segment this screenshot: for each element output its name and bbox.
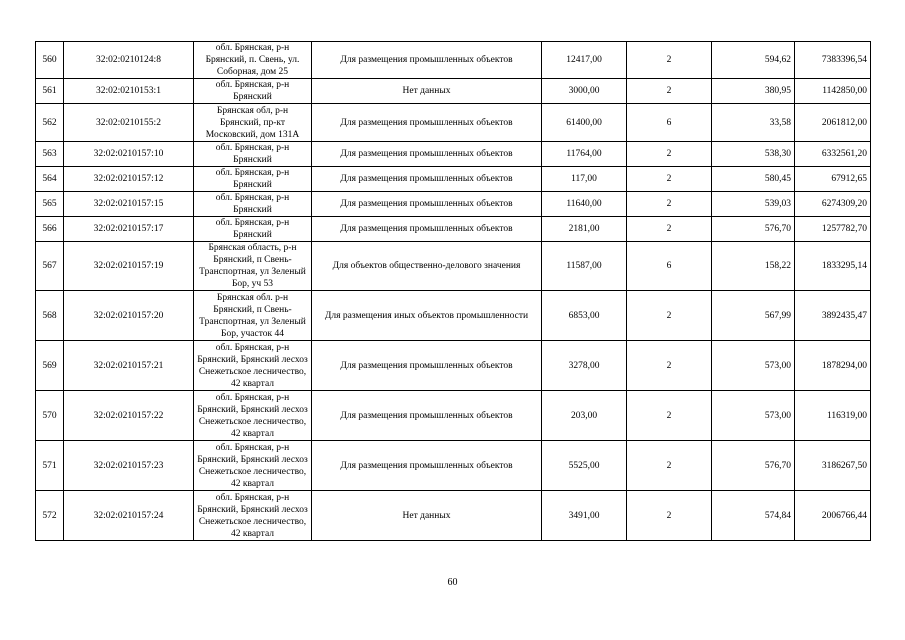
permitted-use: Нет данных [312, 79, 542, 104]
row-number: 572 [36, 491, 64, 541]
area: 2181,00 [542, 217, 627, 242]
table-row [36, 391, 871, 441]
table-row [36, 167, 871, 192]
group-code: 2 [627, 491, 712, 541]
permitted-use: Для размещения промышленных объектов [312, 142, 542, 167]
area: 3491,00 [542, 491, 627, 541]
address: обл. Брянская, р-н Брянский, Брянский лесхоз Снежетьское лесничество, 42 квартал [194, 441, 312, 491]
group-code: 2 [627, 79, 712, 104]
table-row [36, 104, 871, 142]
row-number: 561 [36, 79, 64, 104]
specific-value: 574,84 [712, 491, 795, 541]
table-row [36, 42, 871, 79]
specific-value: 580,45 [712, 167, 795, 192]
cadastral-number: 32:02:0210157:22 [64, 391, 194, 441]
row-number: 570 [36, 391, 64, 441]
specific-value: 573,00 [712, 341, 795, 391]
cadastral-value: 1142850,00 [795, 79, 871, 104]
table-row [36, 341, 871, 391]
group-code: 2 [627, 167, 712, 192]
cadastral-value: 3892435,47 [795, 291, 871, 341]
cadastral-value: 3186267,50 [795, 441, 871, 491]
table-row [36, 491, 871, 541]
cadastral-number: 32:02:0210157:21 [64, 341, 194, 391]
cadastral-number: 32:02:0210157:20 [64, 291, 194, 341]
cadastral-number: 32:02:0210157:24 [64, 491, 194, 541]
cadastral-number: 32:02:0210157:17 [64, 217, 194, 242]
cadastral-value: 1257782,70 [795, 217, 871, 242]
area: 11640,00 [542, 192, 627, 217]
permitted-use: Для размещения промышленных объектов [312, 167, 542, 192]
table-row [36, 142, 871, 167]
area: 3278,00 [542, 341, 627, 391]
permitted-use: Нет данных [312, 491, 542, 541]
specific-value: 33,58 [712, 104, 795, 142]
group-code: 2 [627, 142, 712, 167]
area: 5525,00 [542, 441, 627, 491]
address: обл. Брянская, р-н Брянский [194, 217, 312, 242]
group-code: 2 [627, 291, 712, 341]
table-row [36, 291, 871, 341]
specific-value: 538,30 [712, 142, 795, 167]
group-code: 2 [627, 217, 712, 242]
row-number: 562 [36, 104, 64, 142]
address: Брянская область, р-н Брянский, п Свень-Транспортная, ул Зеленый Бор, уч 53 [194, 242, 312, 291]
cadastral-value: 2061812,00 [795, 104, 871, 142]
area: 203,00 [542, 391, 627, 441]
row-number: 568 [36, 291, 64, 341]
address: обл. Брянская, р-н Брянский, Брянский лесхоз Снежетьское лесничество, 42 квартал [194, 341, 312, 391]
specific-value: 380,95 [712, 79, 795, 104]
specific-value: 573,00 [712, 391, 795, 441]
address: Брянская обл, р-н Брянский, пр-кт Московский, дом 131А [194, 104, 312, 142]
area: 117,00 [542, 167, 627, 192]
permitted-use: Для размещения промышленных объектов [312, 42, 542, 79]
cadastral-number: 32:02:0210157:12 [64, 167, 194, 192]
address: обл. Брянская, р-н Брянский [194, 142, 312, 167]
address: обл. Брянская, р-н Брянский [194, 192, 312, 217]
area: 6853,00 [542, 291, 627, 341]
cadastral-value: 1878294,00 [795, 341, 871, 391]
address: обл. Брянская, р-н Брянский, Брянский лесхоз Снежетьское лесничество, 42 квартал [194, 491, 312, 541]
cadastral-value: 2006766,44 [795, 491, 871, 541]
group-code: 6 [627, 242, 712, 291]
specific-value: 567,99 [712, 291, 795, 341]
address: обл. Брянская, р-н Брянский [194, 167, 312, 192]
row-number: 569 [36, 341, 64, 391]
permitted-use: Для размещения промышленных объектов [312, 192, 542, 217]
cadastral-value: 6332561,20 [795, 142, 871, 167]
table-row [36, 79, 871, 104]
area: 12417,00 [542, 42, 627, 79]
group-code: 2 [627, 42, 712, 79]
cadastral-value: 7383396,54 [795, 42, 871, 79]
cadastral-number: 32:02:0210157:23 [64, 441, 194, 491]
specific-value: 158,22 [712, 242, 795, 291]
row-number: 564 [36, 167, 64, 192]
area: 11764,00 [542, 142, 627, 167]
page-number: 60 [447, 577, 458, 588]
row-number: 563 [36, 142, 64, 167]
area: 3000,00 [542, 79, 627, 104]
permitted-use: Для объектов общественно-делового значения [312, 242, 542, 291]
cadastral-number: 32:02:0210157:10 [64, 142, 194, 167]
table-row [36, 441, 871, 491]
specific-value: 576,70 [712, 217, 795, 242]
cadastral-value: 1833295,14 [795, 242, 871, 291]
specific-value: 539,03 [712, 192, 795, 217]
row-number: 560 [36, 42, 64, 79]
cadastral-value: 67912,65 [795, 167, 871, 192]
cadastral-number: 32:02:0210153:1 [64, 79, 194, 104]
group-code: 2 [627, 391, 712, 441]
cadastral-value: 116319,00 [795, 391, 871, 441]
address: обл. Брянская, р-н Брянский, п. Свень, ул. Соборная, дом 25 [194, 42, 312, 79]
specific-value: 594,62 [712, 42, 795, 79]
group-code: 2 [627, 441, 712, 491]
group-code: 6 [627, 104, 712, 142]
row-number: 567 [36, 242, 64, 291]
address: обл. Брянская, р-н Брянский, Брянский лесхоз Снежетьское лесничество, 42 квартал [194, 391, 312, 441]
row-number: 571 [36, 441, 64, 491]
table-body [36, 42, 871, 541]
table-row [36, 242, 871, 291]
cadastral-number: 32:02:0210155:2 [64, 104, 194, 142]
permitted-use: Для размещения промышленных объектов [312, 104, 542, 142]
permitted-use: Для размещения иных объектов промышленности [312, 291, 542, 341]
specific-value: 576,70 [712, 441, 795, 491]
group-code: 2 [627, 341, 712, 391]
cadastral-number: 32:02:0210124:8 [64, 42, 194, 79]
permitted-use: Для размещения промышленных объектов [312, 441, 542, 491]
cadastral-value: 6274309,20 [795, 192, 871, 217]
permitted-use: Для размещения промышленных объектов [312, 217, 542, 242]
cadastral-number: 32:02:0210157:19 [64, 242, 194, 291]
group-code: 2 [627, 192, 712, 217]
permitted-use: Для размещения промышленных объектов [312, 391, 542, 441]
permitted-use: Для размещения промышленных объектов [312, 341, 542, 391]
address: обл. Брянская, р-н Брянский [194, 79, 312, 104]
row-number: 565 [36, 192, 64, 217]
cadastral-number: 32:02:0210157:15 [64, 192, 194, 217]
area: 11587,00 [542, 242, 627, 291]
area: 61400,00 [542, 104, 627, 142]
land-cadastral-table [35, 41, 871, 541]
address: Брянская обл. р-н Брянский, п Свень-Транспортная, ул Зеленый Бор, участок 44 [194, 291, 312, 341]
row-number: 566 [36, 217, 64, 242]
table-row [36, 217, 871, 242]
table-row [36, 192, 871, 217]
